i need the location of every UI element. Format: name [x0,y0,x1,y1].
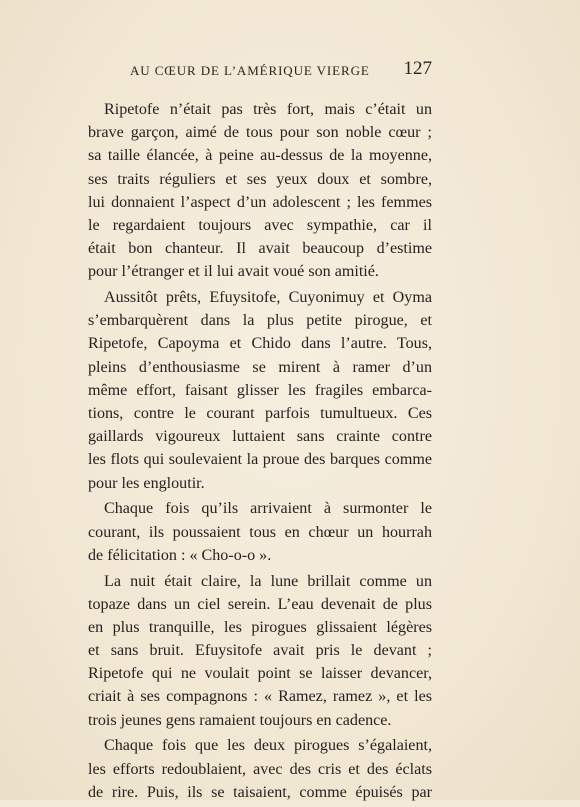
text-line: de rire. Puis, ils se taisaient, comme épuisés par [88,783,432,801]
text-line: pour les engloutir. [88,474,205,492]
text-line: et sans bruit. Efuysitofe avait pris le devant ; [88,642,432,660]
text-line: ses traits réguliers et ses yeux doux et sombre, [88,170,432,188]
body-text [88,98,432,807]
running-head [88,58,432,82]
text-line: le regardaient toujours avec sympathie, car il [88,216,432,234]
text-line: Ripetofe n’était pas très fort, mais c’était un [104,101,432,118]
text-line: de félicitation : « Cho-o-o ». [88,546,272,564]
text-line: en plus tranquille, les pirogues glissaient légères [88,618,432,636]
text-line: Chaque fois que les deux pirogues s’égalaient, [104,737,432,755]
text-line: Chaque fois qu’ils arrivaient à surmonter le [104,500,432,518]
text-line: pleins d’enthousiasme se mirent à ramer d’un [88,358,432,376]
text-line: topaze dans un ciel serein. L’eau devenait de plus [88,595,432,613]
text-line: Aussitôt prêts, Efuysitofe, Cuyonimuy et Oyma [104,289,432,307]
paragraph-5 [88,734,432,804]
page-number: 127 [403,58,432,79]
text-line: sa taille élancée, à peine au-dessus de la moyenne, [88,147,432,165]
paragraph-3 [88,497,432,567]
paragraph-1 [88,98,432,284]
text-line: même effort, faisant glisser les fragiles embarca- [88,381,432,399]
text-line: gaillards vigoureux luttaient sans crainte contre [88,428,432,446]
text-line: courant, ils poussaient tous en chœur un hourrah [88,523,432,541]
text-line: La nuit était claire, la lune brillait comme un [104,572,432,590]
text-line: lui donnaient l’aspect d’un adolescent ; les femmes [88,193,432,211]
text-line: s’embarquèrent dans la plus petite pirogue, et [88,312,432,330]
text-line: Ripetofe, Capoyma et Chido dans l’autre. Tous, [88,335,432,353]
running-title: AU CŒUR DE L’AMÉRIQUE VIERGE [130,63,370,78]
text-line: pour l’étranger et il lui avait voué son amitié. [88,263,379,281]
text-line: Ripetofe qui ne voulait point se laisser devancer, [88,665,432,683]
text-line: était bon chanteur. Il avait beaucoup d’estime [88,240,432,258]
text-line: trois jeunes gens ramaient toujours en cadence. [88,711,392,729]
text-line: les flots qui soulevaient la proue des barques comme [88,451,432,469]
text-line: tions, contre le courant parfois tumultueux. Ces [88,405,432,423]
paragraph-2 [88,286,432,495]
text-line: les efforts redoublaient, avec des cris et des éclats [88,760,432,778]
text-line: brave garçon, aimé de tous pour son noble cœur ; [88,124,432,142]
text-line: criait à ses compagnons : « Ramez, ramez », et les [88,688,432,706]
paragraph-4 [88,570,432,732]
